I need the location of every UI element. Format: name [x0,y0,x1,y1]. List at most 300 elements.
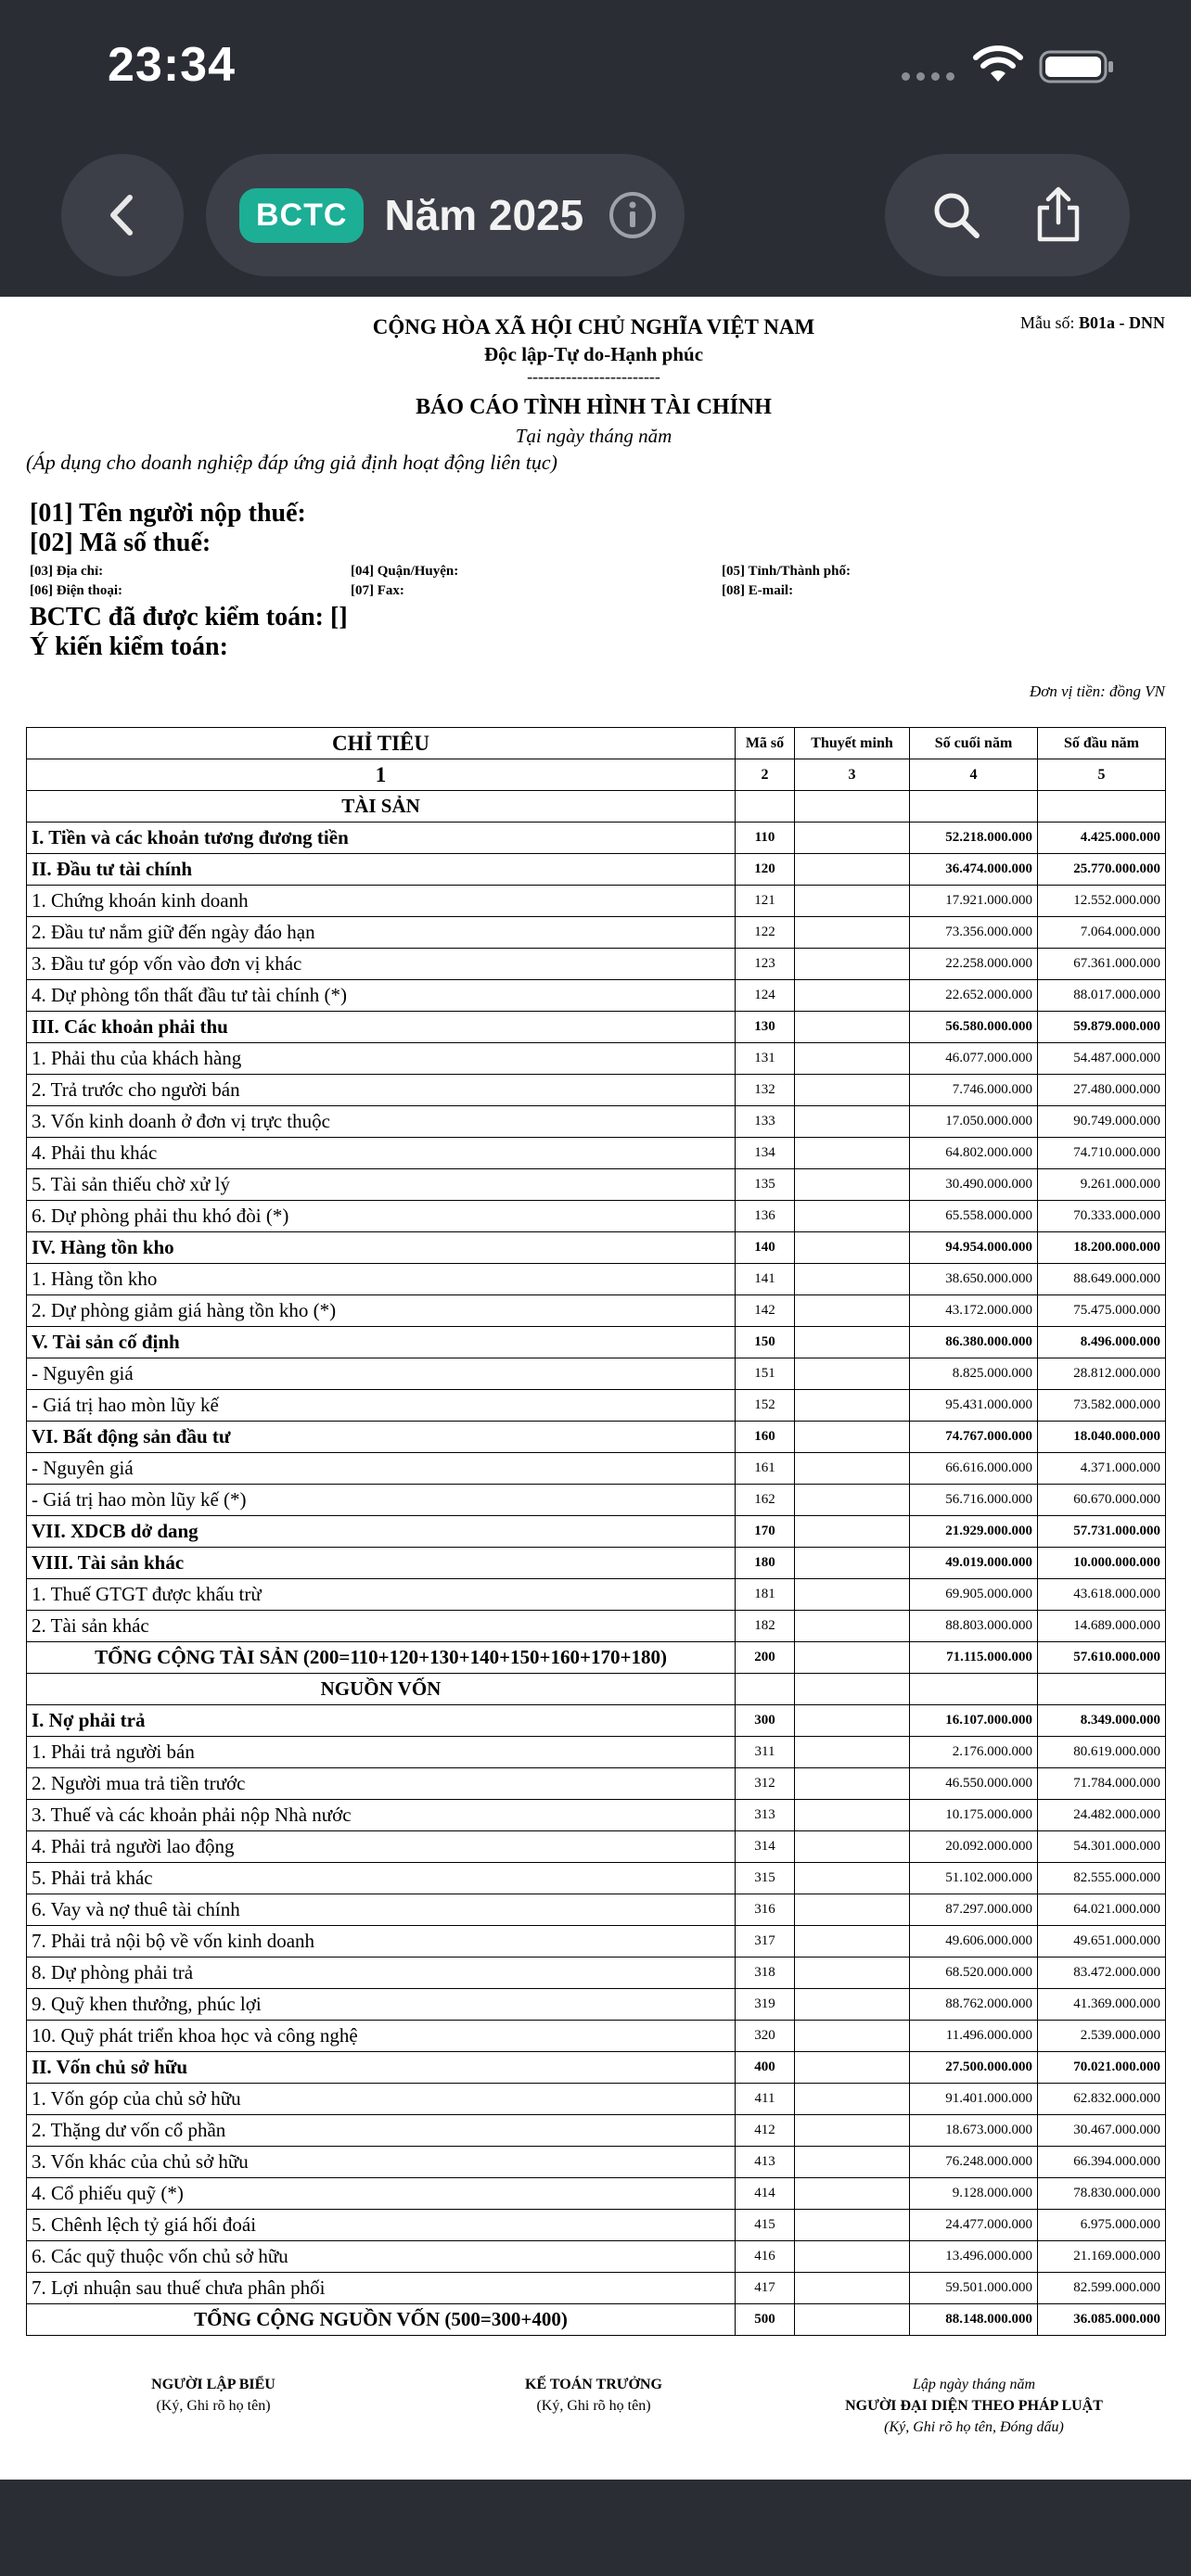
row-note [795,886,910,917]
form-number: Mẫu số: B01a - DNN [1020,313,1165,332]
row-indicator: 4. Phải trả người lao động [27,1831,736,1863]
row-note [795,1768,910,1800]
row-end-value: 87.297.000.000 [910,1894,1038,1926]
row-code [736,1674,795,1705]
header-start-of-year: Số đầu năm [1038,728,1166,759]
table-row [27,1768,1166,1800]
table-row [27,2273,1166,2304]
row-code: 133 [736,1106,795,1138]
table-row [27,1390,1166,1422]
row-end-value: 88.148.000.000 [910,2304,1038,2336]
row-end-value: 95.431.000.000 [910,1390,1038,1422]
table-header-row [27,728,1166,759]
row-code: 182 [736,1611,795,1642]
table-row [27,2304,1166,2336]
row-start-value: 8.496.000.000 [1038,1327,1166,1358]
table-row [27,1674,1166,1705]
row-code: 200 [736,1642,795,1674]
row-code: 151 [736,1358,795,1390]
row-note [795,2021,910,2052]
audited-flag: BCTC đã được kiểm toán: [] [30,603,348,631]
table-row [27,1453,1166,1485]
row-indicator: 1. Phải thu của khách hàng [27,1043,736,1075]
row-note [795,1138,910,1169]
row-end-value: 27.500.000.000 [910,2052,1038,2084]
row-code: 416 [736,2241,795,2273]
index-cell: 5 [1038,759,1166,791]
row-start-value: 83.472.000.000 [1038,1958,1166,1989]
row-note [795,1958,910,1989]
row-note [795,1295,910,1327]
legal-rep-note: (Ký, Ghi rõ họ tên, Đóng dấu) [884,2419,1064,2435]
row-start-value [1038,1674,1166,1705]
status-time: 23:34 [108,38,236,92]
row-indicator: TÀI SẢN [27,791,736,823]
table-index-row [27,759,1166,791]
fax: [07] Fax: [351,583,404,598]
row-end-value: 66.616.000.000 [910,1453,1038,1485]
row-note [795,2115,910,2147]
table-row [27,1705,1166,1737]
row-code: 500 [736,2304,795,2336]
table-row [27,1737,1166,1768]
header-end-of-year: Số cuối năm [910,728,1038,759]
table-row [27,1295,1166,1327]
row-note [795,1642,910,1674]
signature-accountant [473,2374,714,2417]
row-start-value: 4.425.000.000 [1038,823,1166,854]
row-note [795,854,910,886]
row-code: 142 [736,1295,795,1327]
table-row [27,2178,1166,2210]
email: [08] E-mail: [722,583,794,598]
header-country: CỘNG HÒA XÃ HỘI CHỦ NGHĨA VIỆT NAM [372,315,815,338]
table-row [27,980,1166,1012]
table-row [27,1106,1166,1138]
row-note [795,2210,910,2241]
row-indicator: - Nguyên giá [27,1358,736,1390]
row-end-value: 13.496.000.000 [910,2241,1038,2273]
index-cell: 2 [736,759,795,791]
row-code: 132 [736,1075,795,1106]
row-note [795,2273,910,2304]
row-code: 300 [736,1705,795,1737]
row-code: 413 [736,2147,795,2178]
table-row [27,2115,1166,2147]
row-note [795,1327,910,1358]
table-row [27,2147,1166,2178]
row-note [795,1485,910,1516]
info-icon[interactable] [608,190,658,240]
row-note [795,1358,910,1390]
row-note [795,1926,910,1958]
row-indicator: 2. Dự phòng giảm giá hàng tồn kho (*) [27,1295,736,1327]
table-row [27,1043,1166,1075]
apply-note: (Áp dụng cho doanh nghiệp đáp ứng giả định hoạt động liên tục) [26,451,557,474]
row-note [795,1422,910,1453]
row-indicator: 2. Người mua trả tiền trước [27,1768,736,1800]
row-start-value: 21.169.000.000 [1038,2241,1166,2273]
row-start-value: 70.021.000.000 [1038,2052,1166,2084]
table-row [27,1642,1166,1674]
row-end-value: 20.092.000.000 [910,1831,1038,1863]
row-start-value: 78.830.000.000 [1038,2178,1166,2210]
row-indicator: 4. Phải thu khác [27,1138,736,1169]
row-end-value: 76.248.000.000 [910,2147,1038,2178]
table-row [27,917,1166,949]
row-start-value: 82.599.000.000 [1038,2273,1166,2304]
sign-date: Lập ngày tháng năm [913,2377,1035,2392]
row-indicator: VIII. Tài sản khác [27,1548,736,1579]
row-note [795,1989,910,2021]
row-code: 181 [736,1579,795,1611]
row-indicator: 2. Trả trước cho người bán [27,1075,736,1106]
row-end-value: 22.652.000.000 [910,980,1038,1012]
row-start-value: 18.040.000.000 [1038,1422,1166,1453]
row-start-value: 8.349.000.000 [1038,1705,1166,1737]
row-end-value: 8.825.000.000 [910,1358,1038,1390]
row-start-value [1038,791,1166,823]
currency-unit: Đơn vị tiền: đồng VN [1030,682,1165,700]
report-date: Tại ngày tháng năm [515,425,672,447]
legal-rep-title: NGƯỜI ĐẠI DIỆN THEO PHÁP LUẬT [845,2398,1103,2414]
row-end-value: 52.218.000.000 [910,823,1038,854]
row-note [795,1516,910,1548]
row-indicator: - Nguyên giá [27,1453,736,1485]
row-end-value [910,791,1038,823]
row-indicator: 1. Phải trả người bán [27,1737,736,1768]
row-end-value: 74.767.000.000 [910,1422,1038,1453]
row-code: 130 [736,1012,795,1043]
row-code: 140 [736,1232,795,1264]
table-row [27,1926,1166,1958]
row-end-value: 10.175.000.000 [910,1800,1038,1831]
row-code: 411 [736,2084,795,2115]
table-row [27,1800,1166,1831]
row-note [795,823,910,854]
row-indicator: 3. Thuế và các khoản phải nộp Nhà nước [27,1800,736,1831]
row-note [795,2084,910,2115]
table-row [27,1232,1166,1264]
row-note [795,1390,910,1422]
row-end-value: 71.115.000.000 [910,1642,1038,1674]
row-note [795,1674,910,1705]
row-end-value: 49.606.000.000 [910,1926,1038,1958]
row-start-value: 10.000.000.000 [1038,1548,1166,1579]
taxpayer-name: [01] Tên người nộp thuế: [30,499,306,528]
table-row [27,1075,1166,1106]
row-end-value: 94.954.000.000 [910,1232,1038,1264]
row-indicator: TỔNG CỘNG TÀI SẢN (200=110+120+130+140+150+160+170+180) [27,1642,736,1674]
row-start-value: 41.369.000.000 [1038,1989,1166,2021]
row-note [795,1894,910,1926]
row-indicator: 1. Thuế GTGT được khấu trừ [27,1579,736,1611]
table-row [27,2084,1166,2115]
row-end-value: 18.673.000.000 [910,2115,1038,2147]
row-start-value: 7.064.000.000 [1038,917,1166,949]
row-note [795,791,910,823]
row-indicator: 4. Cổ phiếu quỹ (*) [27,2178,736,2210]
bottom-bar [0,2480,1191,2576]
row-end-value: 17.050.000.000 [910,1106,1038,1138]
row-start-value: 80.619.000.000 [1038,1737,1166,1768]
row-note [795,980,910,1012]
index-cell: 1 [27,759,736,791]
row-start-value: 24.482.000.000 [1038,1800,1166,1831]
row-code: 134 [736,1138,795,1169]
row-indicator: II. Vốn chủ sở hữu [27,2052,736,2084]
row-code: 170 [736,1516,795,1548]
row-end-value: 88.762.000.000 [910,1989,1038,2021]
row-code: 317 [736,1926,795,1958]
balance-sheet-table [26,727,1166,2336]
row-code: 412 [736,2115,795,2147]
table-row [27,1579,1166,1611]
row-start-value: 73.582.000.000 [1038,1390,1166,1422]
row-end-value: 30.490.000.000 [910,1169,1038,1201]
row-indicator: 7. Lợi nhuận sau thuế chưa phân phối [27,2273,736,2304]
table-row [27,1358,1166,1390]
signal-icon [902,72,954,81]
row-note [795,2178,910,2210]
table-row [27,1516,1166,1548]
row-start-value: 27.480.000.000 [1038,1075,1166,1106]
row-start-value: 43.618.000.000 [1038,1579,1166,1611]
row-code: 417 [736,2273,795,2304]
row-indicator: TỔNG CỘNG NGUỒN VỐN (500=300+400) [27,2304,736,2336]
table-row [27,791,1166,823]
row-indicator: 5. Tài sản thiếu chờ xử lý [27,1169,736,1201]
row-code: 311 [736,1737,795,1768]
row-note [795,2052,910,2084]
search-icon[interactable] [930,189,982,241]
row-end-value: 86.380.000.000 [910,1327,1038,1358]
row-code [736,791,795,823]
table-row [27,1989,1166,2021]
accountant-note: (Ký, Ghi rõ họ tên) [536,2398,651,2414]
row-indicator: 1. Vốn góp của chủ sở hữu [27,2084,736,2115]
table-row [27,1958,1166,1989]
row-end-value: 21.929.000.000 [910,1516,1038,1548]
row-indicator: 3. Vốn kinh doanh ở đơn vị trực thuộc [27,1106,736,1138]
row-code: 110 [736,823,795,854]
row-indicator: 3. Đầu tư góp vốn vào đơn vị khác [27,949,736,980]
report-title: BÁO CÁO TÌNH HÌNH TÀI CHÍNH [416,395,772,419]
row-end-value: 91.401.000.000 [910,2084,1038,2115]
row-end-value: 88.803.000.000 [910,1611,1038,1642]
row-end-value: 22.258.000.000 [910,949,1038,980]
row-start-value: 28.812.000.000 [1038,1358,1166,1390]
index-cell: 3 [795,759,910,791]
row-end-value: 11.496.000.000 [910,2021,1038,2052]
row-end-value: 65.558.000.000 [910,1201,1038,1232]
table-row [27,1012,1166,1043]
row-end-value: 24.477.000.000 [910,2210,1038,2241]
table-row [27,854,1166,886]
row-code: 160 [736,1422,795,1453]
toolbar [0,139,1191,297]
row-code: 162 [736,1485,795,1516]
table-row [27,2021,1166,2052]
table-row [27,1327,1166,1358]
row-start-value: 36.085.000.000 [1038,2304,1166,2336]
row-start-value: 57.610.000.000 [1038,1642,1166,1674]
table-row [27,1831,1166,1863]
table-row [27,1264,1166,1295]
row-indicator: NGUỒN VỐN [27,1674,736,1705]
preparer-title: NGƯỜI LẬP BIỂU [151,2377,275,2392]
row-code: 414 [736,2178,795,2210]
table-row [27,1548,1166,1579]
row-note [795,1232,910,1264]
row-start-value: 71.784.000.000 [1038,1768,1166,1800]
audit-opinion: Ý kiến kiểm toán: [30,632,228,661]
form-code: B01a - DNN [1079,313,1165,332]
row-indicator: 6. Các quỹ thuộc vốn chủ sở hữu [27,2241,736,2273]
row-code: 180 [736,1548,795,1579]
row-start-value: 12.552.000.000 [1038,886,1166,917]
row-note [795,1579,910,1611]
financial-report-document[interactable] [0,297,1191,2480]
row-code: 152 [736,1390,795,1422]
row-indicator: 5. Chênh lệch tỷ giá hối đoái [27,2210,736,2241]
report-year-title: Năm 2025 [384,191,584,239]
row-end-value: 38.650.000.000 [910,1264,1038,1295]
table-row [27,2210,1166,2241]
row-note [795,1705,910,1737]
row-indicator: III. Các khoản phải thu [27,1012,736,1043]
row-end-value: 51.102.000.000 [910,1863,1038,1894]
row-indicator: 6. Vay và nợ thuê tài chính [27,1894,736,1926]
table-row [27,1138,1166,1169]
row-code: 141 [736,1264,795,1295]
row-note [795,1075,910,1106]
table-body [27,791,1166,2336]
table-row [27,949,1166,980]
row-end-value: 56.716.000.000 [910,1485,1038,1516]
row-code: 120 [736,854,795,886]
row-indicator: VII. XDCB dở dang [27,1516,736,1548]
row-note [795,1264,910,1295]
actions-pill [885,154,1130,276]
row-note [795,1737,910,1768]
battery-icon [1039,50,1115,83]
row-start-value: 88.017.000.000 [1038,980,1166,1012]
row-indicator: - Giá trị hao mòn lũy kế [27,1390,736,1422]
row-start-value: 25.770.000.000 [1038,854,1166,886]
header-motto: Độc lập-Tự do-Hạnh phúc [483,343,704,365]
row-code: 415 [736,2210,795,2241]
back-button[interactable] [61,154,184,276]
row-end-value: 68.520.000.000 [910,1958,1038,1989]
row-code: 314 [736,1831,795,1863]
row-indicator: I. Tiền và các khoản tương đương tiền [27,823,736,854]
row-start-value: 18.200.000.000 [1038,1232,1166,1264]
row-start-value: 74.710.000.000 [1038,1138,1166,1169]
tax-code: [02] Mã số thuế: [30,529,211,557]
row-code: 313 [736,1800,795,1831]
table-row [27,2052,1166,2084]
row-note [795,1043,910,1075]
table-row [27,1422,1166,1453]
row-indicator: - Giá trị hao mòn lũy kế (*) [27,1485,736,1516]
row-start-value: 64.021.000.000 [1038,1894,1166,1926]
row-start-value: 67.361.000.000 [1038,949,1166,980]
row-indicator: 10. Quỹ phát triển khoa học và công nghệ [27,2021,736,2052]
row-note [795,1201,910,1232]
row-indicator: V. Tài sản cố định [27,1327,736,1358]
table-row [27,886,1166,917]
row-end-value: 46.550.000.000 [910,1768,1038,1800]
row-end-value: 49.019.000.000 [910,1548,1038,1579]
row-start-value: 70.333.000.000 [1038,1201,1166,1232]
header-divider: ------------------------ [527,367,660,386]
signature-preparer [93,2374,334,2417]
row-note [795,2241,910,2273]
row-code: 316 [736,1894,795,1926]
row-start-value: 88.649.000.000 [1038,1264,1166,1295]
row-code: 123 [736,949,795,980]
row-note [795,1012,910,1043]
row-indicator: 4. Dự phòng tổn thất đầu tư tài chính (*) [27,980,736,1012]
table-row [27,1894,1166,1926]
row-code: 124 [736,980,795,1012]
row-note [795,949,910,980]
report-type-badge: BCTC [239,188,364,243]
table-row [27,1611,1166,1642]
row-note [795,1831,910,1863]
title-pill[interactable] [206,154,685,276]
row-end-value: 7.746.000.000 [910,1075,1038,1106]
row-indicator: 9. Quỹ khen thưởng, phúc lợi [27,1989,736,2021]
table-row [27,2241,1166,2273]
row-indicator: 5. Phải trả khác [27,1863,736,1894]
row-indicator: 3. Vốn khác của chủ sở hữu [27,2147,736,2178]
row-indicator: VI. Bất động sản đầu tư [27,1422,736,1453]
row-code: 131 [736,1043,795,1075]
row-indicator: 1. Hàng tồn kho [27,1264,736,1295]
row-code: 400 [736,2052,795,2084]
row-start-value: 54.487.000.000 [1038,1043,1166,1075]
status-bar [0,0,1191,139]
row-start-value: 14.689.000.000 [1038,1611,1166,1642]
row-code: 122 [736,917,795,949]
row-indicator: 6. Dự phòng phải thu khó đòi (*) [27,1201,736,1232]
header-indicator: CHỈ TIÊU [27,728,736,759]
row-start-value: 49.651.000.000 [1038,1926,1166,1958]
preparer-note: (Ký, Ghi rõ họ tên) [156,2398,271,2414]
row-end-value: 69.905.000.000 [910,1579,1038,1611]
row-start-value: 82.555.000.000 [1038,1863,1166,1894]
row-start-value: 90.749.000.000 [1038,1106,1166,1138]
phone: [06] Điện thoại: [30,583,122,598]
share-icon[interactable] [1032,185,1084,245]
row-code: 150 [736,1327,795,1358]
row-indicator: IV. Hàng tồn kho [27,1232,736,1264]
row-indicator: 1. Chứng khoán kinh doanh [27,886,736,917]
row-code: 320 [736,2021,795,2052]
row-note [795,1106,910,1138]
row-code: 121 [736,886,795,917]
row-code: 315 [736,1863,795,1894]
row-end-value: 36.474.000.000 [910,854,1038,886]
table-row [27,1863,1166,1894]
row-end-value: 2.176.000.000 [910,1737,1038,1768]
row-note [795,1169,910,1201]
row-note [795,1453,910,1485]
table-row [27,1201,1166,1232]
row-indicator: 7. Phải trả nội bộ về vốn kinh doanh [27,1926,736,1958]
